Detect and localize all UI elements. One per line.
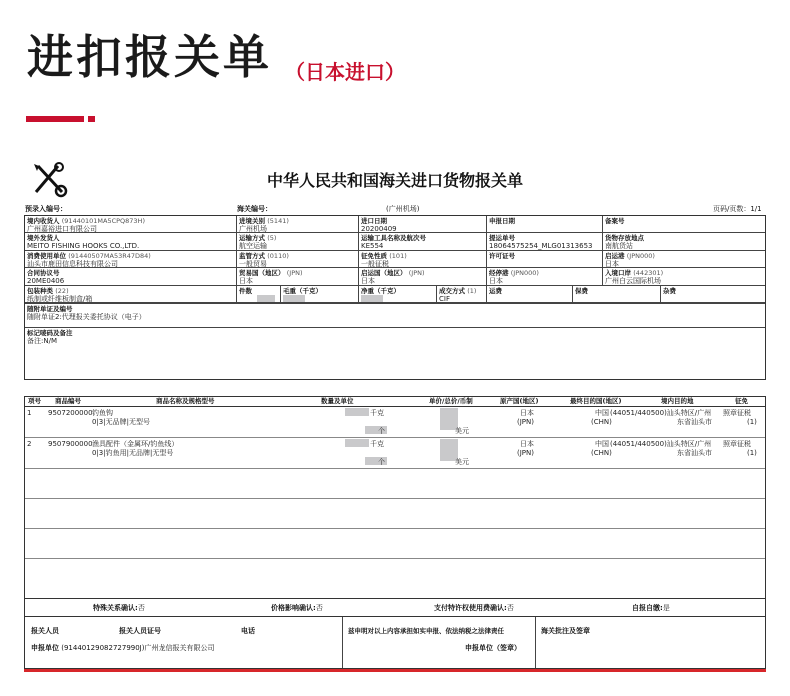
pre-entry-label: 预录入编号：	[25, 205, 67, 213]
item-dest: 中国	[595, 409, 609, 417]
grid-cell: 运费	[487, 286, 573, 302]
seal-label: 申报单位（签章）	[465, 644, 521, 652]
grid-cell: 合同协议号 20ME0406	[25, 268, 237, 284]
item-name: 渔具配件（金属环/钓鱼线）	[92, 440, 179, 448]
item-levy: 照章征税	[723, 409, 751, 417]
item-no: 2	[27, 440, 32, 448]
broker-cert-label: 报关人员证号	[119, 627, 161, 635]
attached-docs: 随附单证及编号 随附单证2:代理报关委托协议（电子）	[25, 303, 765, 327]
grid-cell: 经停港 (JPN000) 日本	[487, 268, 603, 284]
col-header: 项号	[28, 397, 41, 405]
item-origin: 日本	[520, 409, 534, 417]
grid-cell: 入境口岸 (442301) 广州白云国际机场	[605, 269, 664, 285]
broker-label: 报关人员	[31, 627, 59, 635]
page-count: 页码/页数：1/1	[713, 205, 762, 213]
self-declare: 自报自缴:是	[632, 604, 670, 612]
grid-cell: 许可证号	[487, 251, 603, 267]
item-no: 1	[27, 409, 32, 417]
declaration-row	[24, 599, 766, 617]
grid-cell: 申报日期	[487, 216, 603, 232]
item-dest-code: (CHN)	[591, 449, 612, 457]
redacted-value	[283, 295, 305, 302]
item-levy: 照章征税	[723, 440, 751, 448]
col-header: 商品编号	[55, 397, 81, 405]
port-note: (广州机场)	[386, 205, 420, 213]
grid-row	[25, 233, 765, 250]
header-grid	[24, 215, 766, 380]
item-name: 钓鱼钩	[92, 409, 113, 417]
table-row	[25, 407, 765, 438]
col-header: 数量及单位	[321, 397, 354, 405]
accent-dot	[88, 116, 95, 122]
item-domestic: 东省汕头市	[677, 449, 712, 457]
redacted-value	[345, 408, 369, 416]
item-levy-code: (1)	[747, 449, 757, 457]
redacted-value	[361, 295, 383, 302]
marks-remarks: 标记唛码及备注 备注:N/M	[25, 327, 765, 379]
item-code: 9507900000	[48, 440, 93, 448]
item-code: 9507200000	[48, 409, 93, 417]
grid-cell: 杂费	[663, 286, 676, 295]
item-domestic: 东省汕头市	[677, 418, 712, 426]
grid-cell: 境内收货人 (91440101MA5CPQ873H) 广州嘉裕进口有限公司	[25, 216, 237, 232]
signature-block	[24, 617, 766, 669]
price-impact: 价格影响确认:否	[271, 604, 323, 612]
item-unit: 千克	[370, 409, 384, 417]
grid-cell: 启运港 (JPN000) 日本	[605, 251, 655, 268]
col-header: 征免	[735, 397, 748, 405]
goods-table	[24, 396, 766, 599]
empty-row	[25, 529, 765, 559]
col-header: 原产国(地区)	[500, 397, 539, 405]
item-unit: 个	[378, 427, 385, 435]
declaration-statement: 兹申明对以上内容承担如实申报、依法纳税之法律责任	[348, 627, 504, 635]
grid-cell: 境外发货人 MEITO FISHING HOOKS CO.,LTD.	[25, 233, 237, 249]
item-origin-code: (JPN)	[517, 418, 534, 426]
grid-cell: 货物存放地点 南航货站	[605, 234, 644, 250]
page-title: 进扣报关单	[27, 30, 272, 84]
col-header: 境内目的地	[661, 397, 694, 405]
grid-cell: 进口日期 20200409	[359, 216, 487, 232]
grid-cell: 保费	[573, 286, 661, 302]
accent-bar	[26, 116, 84, 122]
item-domestic: (44051/440500)汕头特区/广州	[610, 409, 712, 417]
redacted-value	[257, 295, 275, 302]
bottom-accent-line	[24, 669, 766, 672]
grid-cell: 征免性质 (101) 一般征税	[359, 251, 487, 267]
grid-row	[25, 268, 765, 285]
item-unit: 千克	[370, 440, 384, 448]
form-title: 中华人民共和国海关进口货物报关单	[266, 171, 523, 190]
redacted-value	[345, 439, 369, 447]
divider	[342, 617, 343, 668]
goods-table-header	[25, 396, 765, 407]
grid-cell: 运输工具名称及航次号 KE554	[359, 233, 487, 249]
grid-cell: 备案号	[605, 217, 625, 225]
grid-cell: 运输方式 (5) 航空运输	[237, 233, 359, 249]
empty-row	[25, 469, 765, 499]
item-dest-code: (CHN)	[591, 418, 612, 426]
grid-cell: 消费使用单位 (91440507MA53R47D84) 汕头市鹿田信息科技有限公司	[25, 251, 237, 267]
grid-cell: 件数	[237, 286, 281, 302]
grid-cell: 毛重（千克）	[281, 286, 359, 302]
grid-cell: 启运国（地区） (JPN) 日本	[359, 268, 487, 284]
grid-row	[25, 251, 765, 268]
special-relation: 特殊关系确认:否	[93, 604, 145, 612]
grid-cell: 包装种类 (22) 纸制或纤维板制盒/箱	[25, 286, 237, 302]
grid-row	[25, 286, 765, 303]
grid-cell: 提运单号 18064575254_MLG01313653	[487, 233, 603, 249]
phone-label: 电话	[241, 627, 255, 635]
item-origin: 日本	[520, 440, 534, 448]
grid-cell: 成交方式 (1) CIF	[437, 286, 487, 302]
grid-cell: 进境关别 (5141) 广州机场	[237, 216, 359, 232]
empty-row	[25, 499, 765, 529]
item-currency: 美元	[455, 458, 469, 466]
col-header: 最终目的国(地区)	[570, 397, 622, 405]
item-spec: 0|3|钓鱼用|无品牌|无型号	[92, 449, 174, 457]
col-header: 单价/总价/币制	[429, 397, 473, 405]
grid-cell: 贸易国（地区） (JPN) 日本	[237, 268, 359, 284]
item-dest: 中国	[595, 440, 609, 448]
customs-no-label: 海关编号：	[237, 205, 272, 213]
item-unit: 个	[378, 458, 385, 466]
grid-cell: 净重（千克）	[359, 286, 437, 302]
item-domestic: (44051/440500)汕头特区/广州	[610, 440, 712, 448]
table-row	[25, 438, 765, 469]
divider	[535, 617, 536, 668]
col-header: 商品名称及规格型号	[156, 397, 215, 405]
item-origin-code: (JPN)	[517, 449, 534, 457]
customs-annotation-label: 海关批注及签章	[541, 627, 590, 635]
declaring-unit: 申报单位 (91440129082727990J)广州龙信报关有限公司	[31, 644, 215, 652]
grid-row	[25, 216, 765, 233]
grid-cell: 监管方式 (0110) 一般贸易	[237, 251, 359, 267]
item-currency: 美元	[455, 427, 469, 435]
item-levy-code: (1)	[747, 418, 757, 426]
page-subtitle: （日本进口）	[285, 60, 405, 84]
royalty-confirm: 支付特许权使用费确认:否	[434, 604, 514, 612]
empty-row	[25, 559, 765, 589]
item-spec: 0|3|无品牌|无型号	[92, 418, 150, 426]
